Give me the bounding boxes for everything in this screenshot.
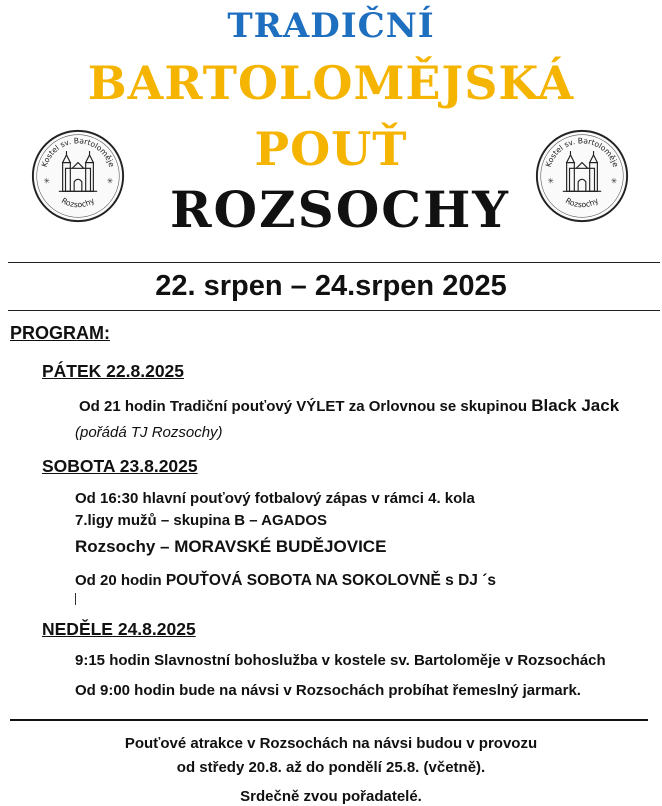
seal-bottom-text: Rozsochy xyxy=(563,196,601,210)
friday-organizer: (pořádá TJ Rozsochy) xyxy=(75,424,223,441)
footer-line3: Srdečně zvou pořadatelé. xyxy=(240,788,422,805)
title-tradicni: TRADIČNÍ xyxy=(227,6,435,46)
text-cursor xyxy=(75,593,76,605)
footer-line1: Pouťové atrakce v Rozsochách na návsi budou v provozu xyxy=(124,735,538,752)
title-bartolomejska: BARTOLOMĚJSKÁ xyxy=(87,56,575,110)
saturday-line2: 7.ligy mužů – skupina B – AGADOS xyxy=(75,512,327,529)
seal-top-text: Kostel sv. Bartoloměje xyxy=(543,136,621,169)
title-rozsochy: ROZSOCHY xyxy=(170,180,510,239)
divider-footer xyxy=(10,719,648,721)
saturday-line4-main: POUŤOVÁ SOBOTA NA SOKOLOVNĚ s DJ ´s xyxy=(165,572,496,589)
seal-bottom-text: Rozsochy xyxy=(59,196,97,210)
divider-top xyxy=(8,262,660,263)
friday-band: Black Jack xyxy=(531,396,620,415)
seal-top-text: Kostel sv. Bartoloměje xyxy=(39,136,117,169)
title-pout: POUŤ xyxy=(254,122,408,176)
divider-date-bottom xyxy=(8,310,660,311)
svg-text:✳: ✳ xyxy=(547,176,554,186)
saturday-line4 xyxy=(75,572,496,590)
svg-text:✳: ✳ xyxy=(43,176,50,186)
sunday-heading: NEDĚLE 24.8.2025 xyxy=(42,619,196,639)
saturday-line4-prefix: Od 20 hodin xyxy=(75,572,166,589)
saturday-line1: Od 16:30 hlavní pouťový fotbalový zápas v rámci 4. kola xyxy=(75,490,475,507)
friday-heading: PÁTEK 22.8.2025 xyxy=(42,361,185,381)
church-seal-left xyxy=(30,128,126,224)
footer-line2: od středy 20.8. až do pondělí 25.8. (včetně). xyxy=(176,759,486,776)
sunday-line2: Od 9:00 hodin bude na návsi v Rozsochách probíhat řemeslný jarmark. xyxy=(75,682,581,699)
friday-event-text: Od 21 hodin Tradiční pouťový VÝLET za Orlovnou se skupinou xyxy=(79,398,532,415)
saturday-heading: SOBOTA 23.8.2025 xyxy=(42,456,198,476)
svg-text:✳: ✳ xyxy=(106,176,114,186)
event-dates: 22. srpen – 24.srpen 2025 xyxy=(155,270,507,302)
church-seal-right xyxy=(534,128,630,224)
friday-event xyxy=(79,396,619,416)
sunday-line1: 9:15 hodin Slavnostní bohoslužba v kostele sv. Bartoloměje v Rozsochách xyxy=(75,652,606,669)
saturday-line3: Rozsochy – MORAVSKÉ BUDĚJOVICE xyxy=(75,537,387,556)
svg-text:✳: ✳ xyxy=(610,176,618,186)
program-heading: PROGRAM: xyxy=(10,323,110,343)
